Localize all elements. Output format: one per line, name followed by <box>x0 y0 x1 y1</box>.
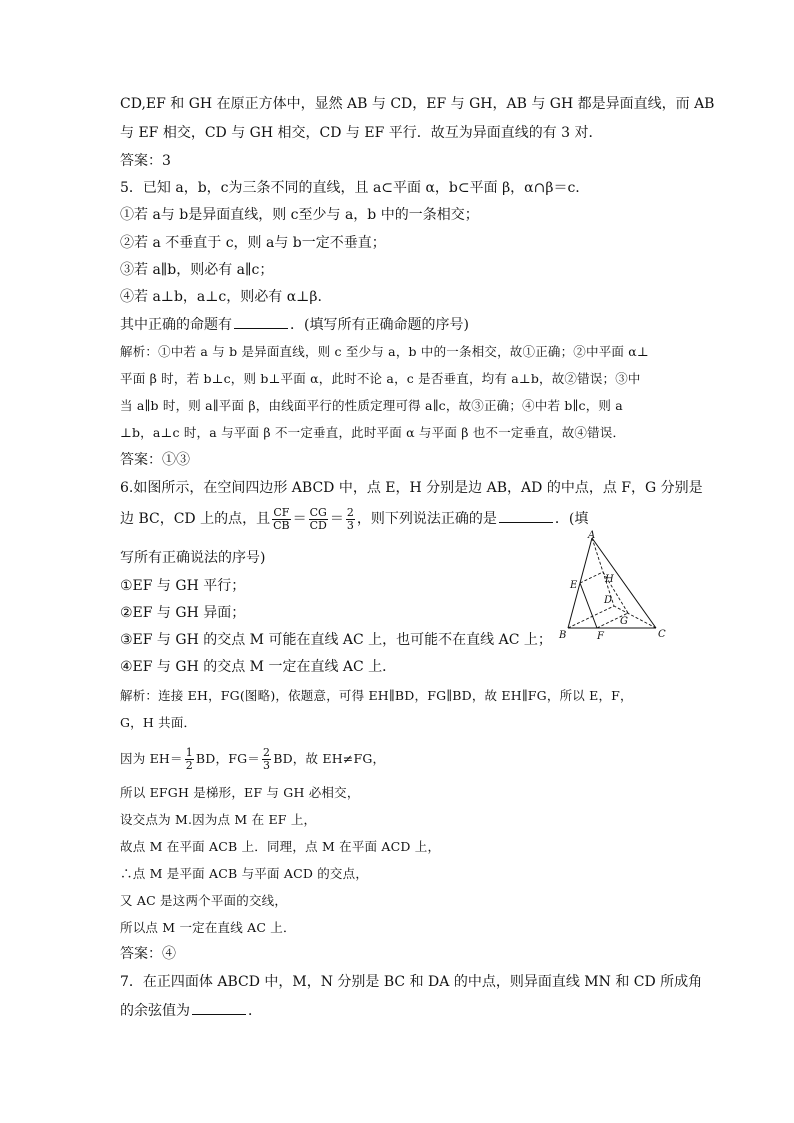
point-label-e: E <box>570 580 578 591</box>
q6-option-2: ②EF 与 GH 异面； <box>120 605 246 621</box>
question-7-stem: 7．在正四面体 ABCD 中，M，N 分别是 BC 和 DA 的中点，则异面直线 MN 和 CD 所成角 <box>120 974 703 990</box>
q5-option-3: ③若 a∥b，则必有 a∥c； <box>120 262 274 278</box>
q6-analysis-part: BD，故 EH≠FG， <box>273 751 386 766</box>
question-6-stem: 6.如图所示，在空间四边形 ABCD 中，点 E，H 分别是边 AB，AD 的中点，点 F，G 分别是 <box>120 480 703 496</box>
q5-prompt <box>120 314 469 335</box>
q5-analysis-1: 解析：①中若 a 与 b 是异面直线，则 c 至少与 a，b 中的一条相交，故①正确；②中平面 α⊥ <box>120 344 649 359</box>
q6-option-3: ③EF 与 GH 的交点 M 可能在直线 AC 上，也可能不在直线 AC 上； <box>120 632 552 648</box>
q5-analysis-4: ⊥b，a⊥c 时，a 与平面 β 不一定垂直，此时平面 α 与平面 β 也不一定垂直，故④错误． <box>120 425 626 440</box>
q5-option-2: ②若 a 不垂直于 c，则 a与 b一定不垂直； <box>120 235 386 251</box>
q6-analysis-4: 所以 EFGH 是梯形，EF 与 GH 必相交， <box>120 785 360 800</box>
equals-sign: ＝ <box>329 511 344 527</box>
q5-answer: 答案：①③ <box>120 452 190 468</box>
point-label-h: H <box>605 574 614 585</box>
q6-stem-part: ．(填 <box>554 511 589 527</box>
answer-4: 答案：3 <box>120 153 171 169</box>
tetrahedron-figure <box>556 530 676 642</box>
vertex-label-a: A <box>588 530 596 541</box>
q5-prompt-text: 其中正确的命题有 <box>120 317 232 333</box>
text-line-1: CD,EF 和 GH 在原正方体中，显然 AB 与 CD，EF 与 GH，AB 与 GH 都是异面直线，而 AB <box>120 96 715 112</box>
q6-stem-part: 边 BC，CD 上的点，且 <box>120 511 271 527</box>
q6-analysis-8: 又 AC 是这两个平面的交线， <box>120 893 288 908</box>
q6-analysis-2: G，H 共面． <box>120 715 197 730</box>
equals-sign: ＝ <box>292 511 307 527</box>
q6-analysis-6: 故点 M 在平面 ACB 上．同理，点 M 在平面 ACD 上， <box>120 839 441 854</box>
question-6-fraction-line <box>120 504 588 534</box>
edge-bd <box>568 606 614 628</box>
fraction-denominator: 2 <box>185 759 193 772</box>
q6-analysis-9: 所以点 M 一定在直线 AC 上． <box>120 920 296 935</box>
fraction-numerator: CF <box>273 505 290 519</box>
q6-stem-continued: 写所有正确说法的序号) <box>120 550 266 566</box>
q6-analysis-part: 因为 EH＝ <box>120 751 183 766</box>
q6-analysis-7: ∴点 M 是平面 ACB 与平面 ACD 的交点， <box>120 866 369 881</box>
fraction-cf-cb <box>272 507 291 532</box>
question-5-stem: 5．已知 a，b，c为三条不同的直线，且 a⊂平面 α，b⊂平面 β，α∩β＝c. <box>120 180 580 196</box>
question-7-prompt <box>120 1000 262 1021</box>
fraction-numerator: 2 <box>346 505 354 519</box>
q6-option-1: ①EF 与 GH 平行； <box>120 578 246 594</box>
q6-analysis-3 <box>120 742 385 776</box>
vertex-label-c: C <box>658 629 666 640</box>
q6-stem-part: ，则下列说法正确的是 <box>356 511 497 527</box>
q6-analysis-1: 解析：连接 EH，FG(图略)，依题意，可得 EH∥BD，FG∥BD，故 EH∥FG，所以 E，F， <box>120 688 633 703</box>
q5-option-4: ④若 a⊥b，a⊥c，则必有 α⊥β. <box>120 289 322 305</box>
q5-analysis-3: 当 a∥b 时，则 a∥平面 β，由线面平行的性质定理可得 a∥c，故③正确；④中若 b∥c，则 a <box>120 398 623 413</box>
q6-answer: 答案：④ <box>120 946 176 962</box>
point-label-f: F <box>597 631 604 642</box>
vertex-label-d: D <box>604 595 613 606</box>
fraction-numerator: 2 <box>262 746 271 759</box>
fraction-denominator: 3 <box>346 518 354 532</box>
text-line-2: 与 EF 相交，CD 与 GH 相交，CD 与 EF 平行．故互为异面直线的有 3 对． <box>120 125 603 141</box>
q5-analysis-2: 平面 β 时，若 b⊥c，则 b⊥平面 α，此时不论 a，c 是否垂直，均有 a⊥b，故②错误；③中 <box>120 371 641 386</box>
edge-eh <box>580 572 603 583</box>
fraction-numerator: 1 <box>185 746 193 759</box>
q7-prompt-text: 的余弦值为 <box>120 1003 190 1019</box>
q6-option-4: ④EF 与 GH 的交点 M 一定在直线 AC 上． <box>120 659 397 675</box>
q6-analysis-5: 设交点为 M.因为点 M 在 EF 上， <box>120 812 317 827</box>
fraction-half <box>185 747 194 772</box>
q7-prompt-tail: ． <box>248 1003 262 1019</box>
fraction-denominator: CD <box>309 518 327 532</box>
answer-blank <box>192 1000 246 1015</box>
q6-analysis-part: BD，FG＝ <box>195 751 260 766</box>
q5-option-1: ①若 a与 b是异面直线，则 c至少与 a，b 中的一条相交； <box>120 207 479 223</box>
answer-blank <box>234 314 288 329</box>
answer-blank <box>499 508 553 523</box>
fraction-denominator: CB <box>273 518 290 532</box>
fraction-denominator: 3 <box>262 759 271 772</box>
vertex-label-b: B <box>559 630 567 641</box>
fraction-cg-cd <box>309 507 328 532</box>
fraction-numerator: CG <box>309 505 327 519</box>
fraction-two-thirds <box>346 507 355 532</box>
point-label-g: G <box>620 616 628 627</box>
q5-prompt-tail: ．(填写所有正确命题的序号) <box>290 317 469 333</box>
fraction-two-thirds <box>262 747 271 772</box>
